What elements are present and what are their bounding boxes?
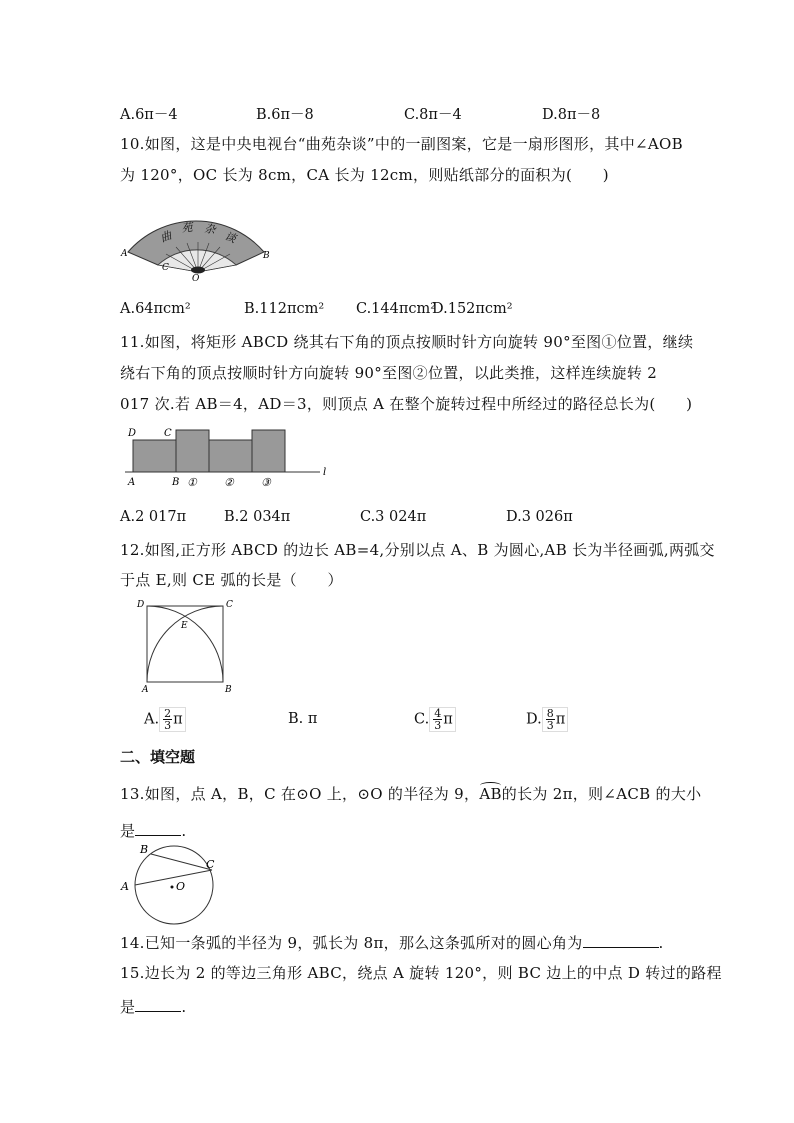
q11-text-line1: 11.如图，将矩形 ABCD 绕其右下角的顶点按顺时针方向旋转 90°至图①位置，继续	[120, 333, 694, 351]
square-label-b: B	[225, 685, 232, 695]
fan-char-2: 苑	[180, 220, 194, 235]
circle-label-b: B	[140, 843, 149, 856]
q13-answer-blank[interactable]	[135, 821, 181, 836]
fan-char-4: 谈	[222, 229, 238, 246]
q10-option-c: C.144πcm²	[356, 301, 437, 317]
q11-option-a: A.2 017π	[120, 509, 187, 525]
q15-text-line1: 15.边长为 2 的等边三角形 ABC，绕点 A 旋转 120°，则 BC 边上的中点 D 转过的路程	[120, 964, 722, 982]
q12-option-b: B. π	[288, 711, 318, 727]
fan-label-a: A	[121, 249, 128, 259]
arc-ab-symbol: AB	[479, 785, 502, 803]
q11-option-d: D.3 026π	[506, 509, 573, 525]
q10-option-d: D.152πcm²	[432, 301, 513, 317]
fan-char-1: 曲	[158, 228, 174, 245]
q13-circle-figure	[118, 840, 223, 930]
q11-option-b: B.2 034π	[224, 509, 291, 525]
q12-square-figure	[134, 595, 244, 695]
rect-label-c: C	[164, 428, 172, 439]
q10-option-b: B.112πcm²	[244, 301, 325, 317]
rect-label-a: A	[128, 477, 136, 488]
q10-text-line2: 为 120°，OC 长为 8cm，CA 长为 12cm，则贴纸部分的面积为( )	[120, 166, 609, 184]
q15-text-line2: 是 .	[120, 998, 187, 1016]
fan-label-o: O	[192, 274, 200, 282]
rect-label-b: B	[172, 477, 180, 488]
q13-text-line1: 13.如图，点 A，B，C 在⊙O 上，⊙O 的半径为 9，AB的长为 2π，则∠ACB 的大小	[120, 785, 702, 803]
q10-option-a: A.64πcm²	[120, 301, 191, 317]
q11-text-line2: 绕右下角的顶点按顺时针方向旋转 90°至图②位置，以此类推，这样连续旋转 2	[120, 364, 658, 382]
q11-text-line3: 017 次.若 AB＝4，AD＝3，则顶点 A 在整个旋转过程中所经过的路径总长为( )	[120, 395, 693, 413]
q15-answer-blank[interactable]	[135, 997, 181, 1012]
q12-option-d: D. $\frac{8}{3}$ π	[526, 707, 568, 732]
square-label-e: E	[181, 621, 188, 631]
q9-option-c: C.8π－4	[404, 107, 462, 123]
rect-label-l: l	[323, 467, 327, 478]
q9-option-b: B.6π－8	[256, 107, 314, 123]
rect-label-d: D	[128, 428, 137, 439]
circle-label-o: O	[176, 880, 186, 893]
fan-label-b: B	[263, 251, 270, 261]
q10-text-line1: 10.如图，这是中央电视台“曲苑杂谈”中的一副图案，它是一扇形图形，其中∠AOB	[120, 135, 683, 153]
q9-option-d: D.8π－8	[542, 107, 601, 123]
q12-option-a: A. $\frac{2}{3}$ π	[144, 707, 186, 732]
q11-option-c: C.3 024π	[360, 509, 427, 525]
rect-label-2: ②	[224, 476, 234, 489]
rect-label-1: ①	[187, 476, 197, 489]
q12-option-c: C. $\frac{4}{3}$ π	[414, 707, 456, 732]
rect-label-3: ③	[261, 476, 271, 489]
fan-char-3: 杂	[203, 222, 217, 237]
q12-text-line2: 于点 E,则 CE 弧的长是（ ）	[120, 571, 343, 589]
circle-label-c: C	[206, 858, 215, 871]
fan-label-c: C	[162, 263, 169, 273]
q13-text-line2: 是 .	[120, 822, 187, 840]
q10-fan-figure	[118, 192, 278, 282]
q12-text-line1: 12.如图,正方形 ABCD 的边长 AB=4,分别以点 A、B 为圆心,AB 长为半径画弧,两弧交	[120, 541, 715, 559]
q14-text: 14.已知一条弧的半径为 9，弧长为 8π，那么这条弧所对的圆心角为 .	[120, 934, 664, 952]
square-label-a: A	[142, 685, 149, 695]
q9-option-a: A.6π－4	[120, 107, 178, 123]
q14-answer-blank[interactable]	[583, 933, 659, 948]
square-label-d: D	[137, 600, 145, 610]
circle-label-a: A	[121, 880, 129, 893]
square-label-c: C	[226, 600, 233, 610]
section-heading-fill-in: 二、填空题	[120, 748, 196, 766]
q11-rectangles-figure	[120, 422, 345, 490]
